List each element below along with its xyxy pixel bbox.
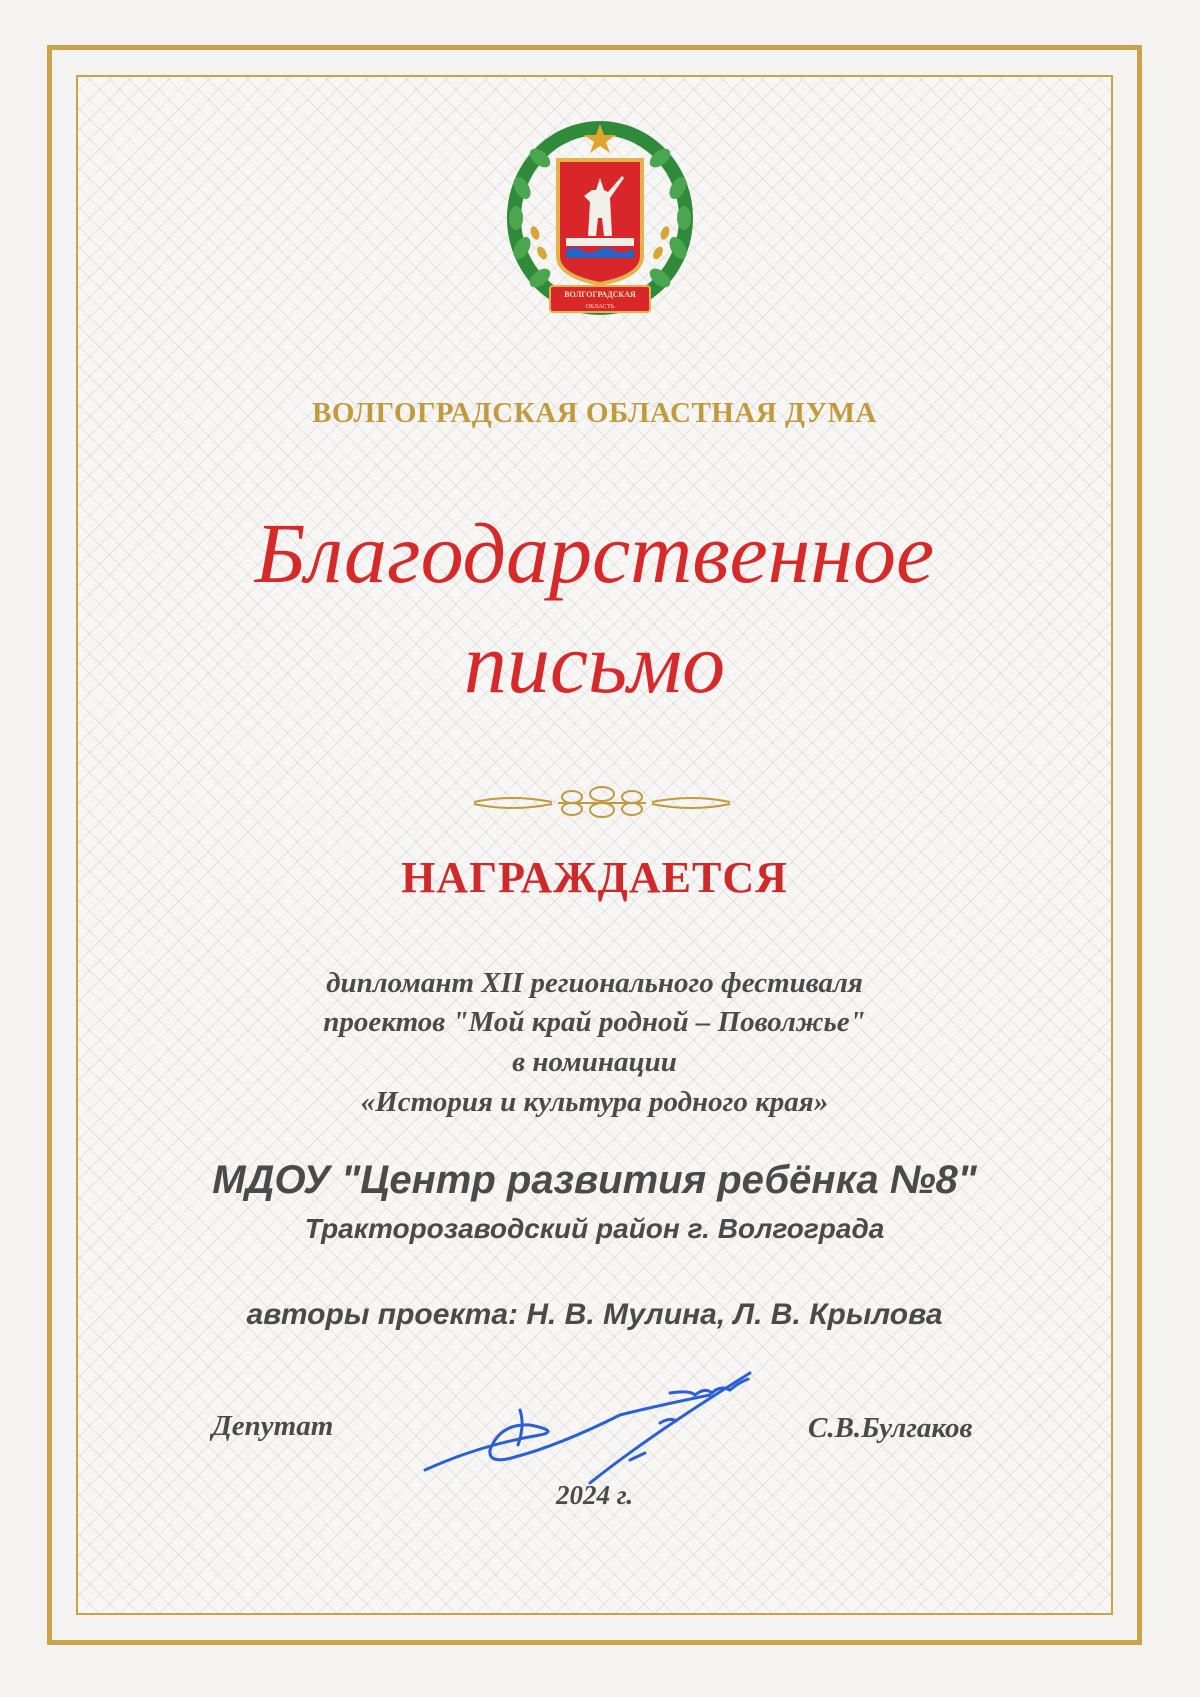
handwritten-signature <box>420 1365 790 1490</box>
emblem-banner-line1: ВОЛГОГРАДСКАЯ <box>564 290 636 299</box>
recipient-district: Тракторозаводский район г. Волгограда <box>304 1213 885 1244</box>
signer-position: Депутат <box>212 1410 334 1442</box>
body-line-1: дипломант XII регионального фестиваля <box>326 967 863 999</box>
body-line-3: в номинации <box>512 1046 677 1078</box>
issue-year: 2024 г. <box>556 1480 634 1510</box>
project-authors: авторы проекта: Н. В. Мулина, Л. В. Крылова <box>246 1298 943 1331</box>
signer-name: С.В.Булгаков <box>808 1412 973 1444</box>
volgograd-coat-of-arms-emblem <box>500 118 700 328</box>
awarded-heading: НАГРАЖДАЕТСЯ <box>401 853 788 902</box>
title-line-2: письмо <box>463 615 726 711</box>
body-line-4: «История и культура родного края» <box>360 1086 829 1118</box>
gold-flourish-divider <box>472 782 732 822</box>
recipient-organization: МДОУ "Центр развития ребёнка №8" <box>212 1158 977 1202</box>
emblem-banner-line2: ОБЛАСТЬ <box>585 303 615 310</box>
issuer-name: ВОЛГОГРАДСКАЯ ОБЛАСТНАЯ ДУМА <box>312 397 877 429</box>
body-line-2: проектов "Мой край родной – Поволжье" <box>323 1006 866 1038</box>
title-line-1: Благодарственное <box>254 505 935 601</box>
